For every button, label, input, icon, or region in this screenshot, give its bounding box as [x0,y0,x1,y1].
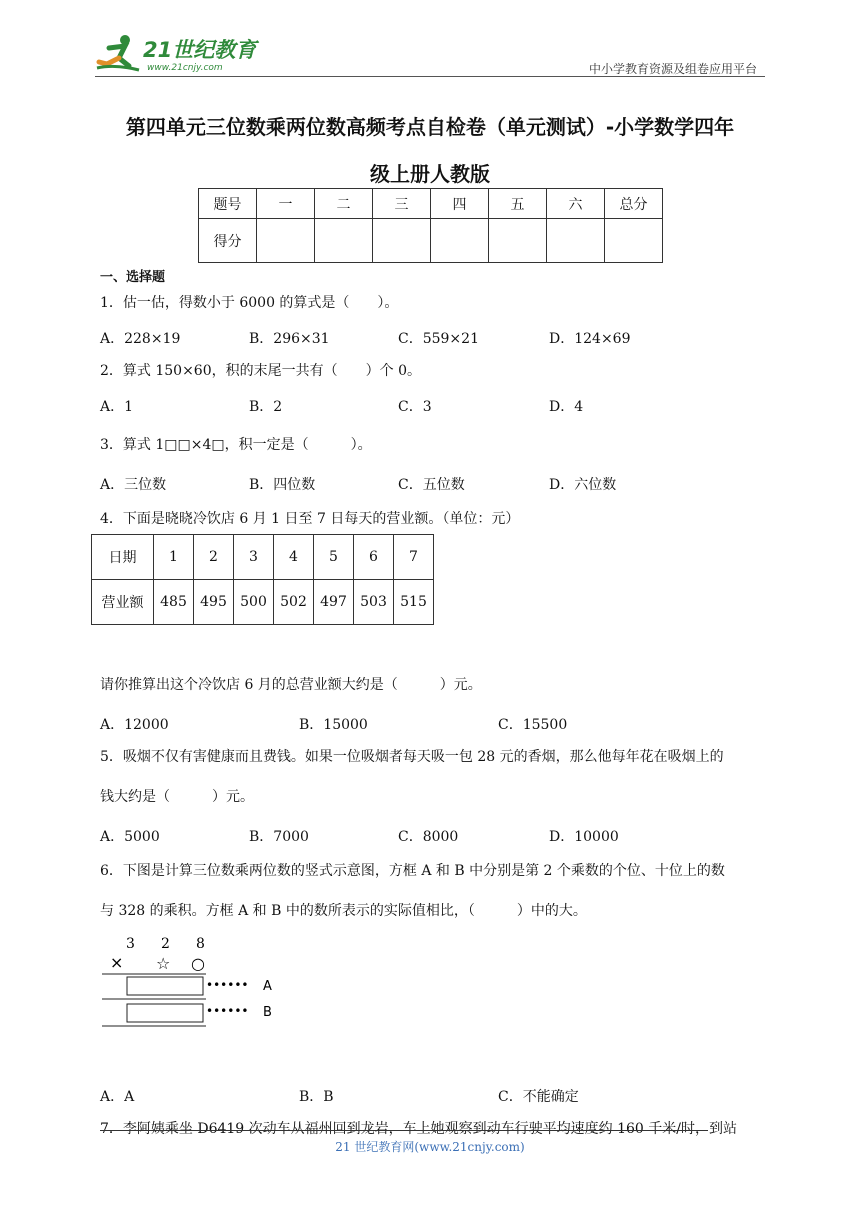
sales-date-row [92,535,434,580]
score-cell[interactable] [257,219,315,263]
q3-option-d[interactable]: D．六位数 [549,477,617,493]
q6-option-c[interactable]: C．不能确定 [498,1089,579,1105]
dots-b: •••••• [206,1004,249,1018]
question-5-stem: 5．吸烟不仅有害健康而且费钱。如果一位吸烟者每天吸一包 28 元的香烟，那么他每年花在吸烟上的 [100,749,724,765]
sales-amount-cell: 515 [394,580,434,625]
question-3-stem: 3．算式 1□□×4□，积一定是（ ）。 [100,437,372,453]
question-1-stem: 1．估一估，得数小于 6000 的算式是（ ）。 [100,295,399,311]
question-6-stem: 6．下图是计算三位数乘两位数的竖式示意图，方框 A 和 B 中分别是第 2 个乘数的个位、十位上的数 [100,863,725,879]
logo-subtext: www.21cnjy.com [147,63,223,73]
circle-icon: ○ [191,954,205,973]
page-header [95,30,765,80]
sales-amount-label: 营业额 [92,580,154,625]
question-4-followup: 请你推算出这个冷饮店 6 月的总营业额大约是（ ）元。 [100,677,482,693]
header-slogan: 中小学教育资源及组卷应用平台 [588,62,757,76]
logo-text: 21世纪教育 [143,38,257,62]
sales-day-cell: 5 [314,535,354,580]
score-header-cell: 题号 [199,189,257,219]
q2-option-c[interactable]: C．3 [398,399,432,415]
q4-option-c[interactable]: C．15500 [498,717,568,733]
q2-option-a[interactable]: A．1 [100,399,134,415]
sales-day-cell: 4 [274,535,314,580]
section-heading: 一、选择题 [100,270,166,285]
q5-option-d[interactable]: D．10000 [549,829,619,845]
q5-option-b[interactable]: B．7000 [249,829,309,845]
box-b [127,1004,203,1022]
score-cell[interactable] [315,219,373,263]
q5-option-c[interactable]: C．8000 [398,829,459,845]
sales-amount-cell: 500 [234,580,274,625]
q3-option-c[interactable]: C．五位数 [398,477,465,493]
sales-amount-cell: 502 [274,580,314,625]
q5-option-a[interactable]: A．5000 [100,829,160,845]
digit-3: 3 [126,936,135,952]
title-line-2: 级上册人教版 [370,162,490,186]
score-cell[interactable] [489,219,547,263]
q3-option-a[interactable]: A．三位数 [100,477,167,493]
score-cell[interactable] [431,219,489,263]
score-cell[interactable] [373,219,431,263]
sales-amount-cell: 497 [314,580,354,625]
star-icon: ☆ [156,954,171,973]
question-6-stem-cont: 与 328 的乘积。方框 A 和 B 中的数所表示的实际值相比，（ ）中的大。 [100,903,587,919]
dots-a: •••••• [206,978,249,992]
digit-8: 8 [196,936,205,952]
q2-option-d[interactable]: D．4 [549,399,584,415]
sales-table [91,534,434,625]
label-a: A [263,979,272,994]
score-cell[interactable] [547,219,605,263]
score-header-cell: 五 [489,189,547,219]
score-header-cell: 总分 [605,189,663,219]
score-header-cell: 二 [315,189,373,219]
site-logo[interactable] [95,34,275,74]
times-sign: × [110,953,124,972]
box-a [127,977,203,995]
sales-day-cell: 7 [394,535,434,580]
score-header-cell: 四 [431,189,489,219]
score-header-cell: 六 [547,189,605,219]
q1-option-c[interactable]: C．559×21 [398,331,479,347]
score-row-label: 得分 [199,219,257,263]
score-table-header-row [199,189,663,219]
q3-option-b[interactable]: B．四位数 [249,477,316,493]
q1-option-a[interactable]: A．228×19 [100,331,181,347]
question-2-stem: 2．算式 150×60，积的末尾一共有（ ）个 0。 [100,363,421,379]
q4-option-b[interactable]: B．15000 [299,717,368,733]
sales-date-label: 日期 [92,535,154,580]
digit-2: 2 [161,936,170,952]
score-table-score-row [199,219,663,263]
q2-option-b[interactable]: B．2 [249,399,283,415]
title-line-1: 第四单元三位数乘两位数高频考点自检卷（单元测试）-小学数学四年 [125,115,735,139]
q1-option-d[interactable]: D．124×69 [549,331,631,347]
q1-option-b[interactable]: B．296×31 [249,331,330,347]
sales-amount-cell: 503 [354,580,394,625]
q6-option-b[interactable]: B．B [299,1089,334,1105]
q6-option-a[interactable]: A．A [100,1089,135,1105]
label-b: B [263,1005,272,1020]
question-4-stem: 4．下面是晓晓冷饮店 6 月 1 日至 7 日每天的营业额。（单位：元） [100,511,520,527]
sales-amount-cell: 485 [154,580,194,625]
score-table [198,188,663,263]
score-header-cell: 一 [257,189,315,219]
footer-divider [100,1130,708,1131]
question-7-stem: 7．李阿姨乘坐 D6419 次动车从福州回到龙岩，车上她观察到动车行驶平均速度约 160 千米/时，到站 [100,1121,737,1137]
vertical-multiplication-diagram [100,932,290,1032]
question-5-stem-cont: 钱大约是（ ）元。 [100,789,254,805]
sales-day-cell: 1 [154,535,194,580]
q4-option-a[interactable]: A．12000 [100,717,169,733]
sales-day-cell: 2 [194,535,234,580]
runner-logo-icon [95,34,141,74]
score-cell[interactable] [605,219,663,263]
sales-amount-cell: 495 [194,580,234,625]
score-header-cell: 三 [373,189,431,219]
sales-day-cell: 6 [354,535,394,580]
page-title [95,104,765,198]
page-footer[interactable]: 21 世纪教育网(www.21cnjy.com) [335,1140,525,1154]
sales-amount-row [92,580,434,625]
header-divider [95,76,765,77]
sales-day-cell: 3 [234,535,274,580]
